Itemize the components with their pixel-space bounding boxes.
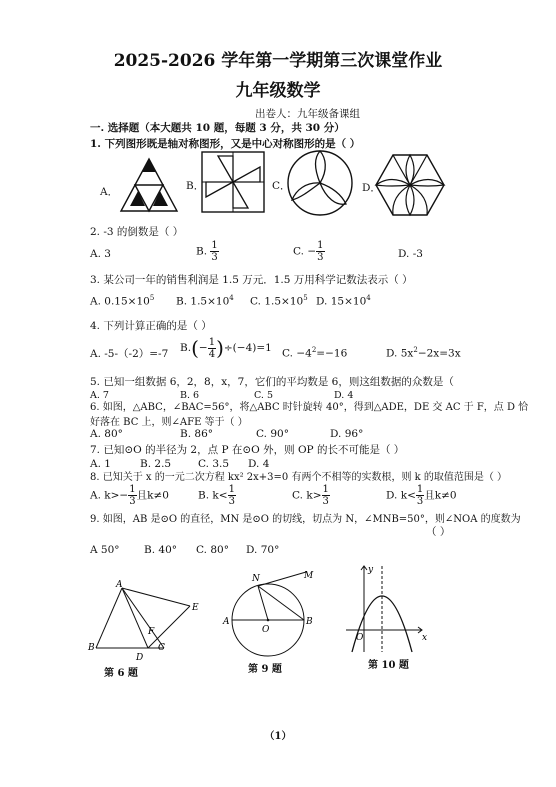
page-title: 2025-2026 学年第一学期第三次课堂作业 [113, 51, 443, 71]
q4-d-exp: 2 [413, 346, 418, 354]
q9-stem: 9. 如图，AB 是⊙O 的直径，MN 是⊙O 的切线，切点为 N，∠MNB=50°，则∠NOA 的度数为 [90, 514, 521, 525]
q8-c-den: 3 [322, 496, 329, 507]
q8-b-den: 3 [228, 496, 235, 507]
q1-stem: 1. 下列图形既是轴对称图形，又是中心对称图形的是（ ） [90, 138, 361, 150]
q4-c-exp: 2 [311, 346, 317, 354]
q8-d-num: 1 [416, 484, 424, 495]
q3-d-value: 15×10 [330, 295, 367, 308]
q5-option-a: A. 7 [90, 390, 109, 401]
q2-b-fraction [210, 240, 218, 263]
q3-stem: 3. 某公司一年的销售利润是 1.5 万元．1.5 万用科学记数法表示（ ） [90, 274, 413, 286]
q1-option-a-label: A． [100, 186, 119, 198]
q1-figure-a [118, 156, 180, 214]
q3-b-exp: 4 [229, 294, 234, 302]
figure-6 [86, 578, 204, 662]
q3-c-exp: 5 [303, 294, 308, 302]
q1-figure-d [374, 152, 446, 218]
q4-option-d [386, 346, 461, 360]
q2-c-prefix: C. [293, 245, 304, 258]
q8-a-den: 3 [129, 496, 136, 507]
fig9-label-o: O [262, 625, 270, 635]
q2-c-sign: − [307, 245, 317, 258]
fig10-label-x: x [422, 633, 428, 643]
q7-option-c: C. 3.5 [198, 458, 230, 470]
q8-option-a [90, 484, 169, 507]
fig6-label-d: D [136, 653, 144, 662]
q6-stem-line1: 6. 如图，△ABC，∠BAC=56°，将△ABC 时针旋转 40°，得到△ADE，DE 交 AC 于 F，点 D 恰 [90, 402, 529, 413]
q3-c-label: C. [250, 295, 261, 308]
q2-b-prefix: B. [196, 245, 208, 258]
figure-10-caption: 第 10 题 [368, 660, 409, 671]
q4-option-c [282, 346, 347, 360]
q6-option-c: C. 90° [256, 428, 289, 440]
q3-option-d [316, 294, 371, 308]
q1-figure-b [200, 150, 266, 214]
q9-option-c: C. 80° [196, 544, 229, 556]
q8-a-num: 1 [129, 484, 136, 495]
figure-10 [342, 560, 432, 656]
fig9-label-b: B [306, 617, 313, 627]
q4-c-value: −4 [296, 347, 312, 360]
q6-option-a: A. 80° [90, 428, 123, 440]
q2-c-den: 3 [317, 252, 324, 263]
q8-c-num: 1 [322, 484, 329, 495]
q9-option-b: B. 40° [144, 544, 178, 556]
figure-9 [222, 566, 322, 660]
q4-option-b [180, 336, 272, 360]
q2-option-b [196, 240, 219, 263]
q3-option-b [176, 294, 234, 308]
q9-option-d: D. 70° [246, 544, 280, 556]
fig9-label-n: N [252, 574, 260, 584]
figure-6-caption: 第 6 题 [104, 668, 138, 679]
q4-b-paren-open: ( [191, 336, 199, 360]
q7-option-d: D. 4 [248, 458, 270, 470]
fig6-label-a: A [116, 580, 123, 590]
q2-b-den: 3 [211, 252, 218, 263]
q5-stem: 5. 已知一组数据 6，2，8，x，7，它们的平均数是 6，则这组数据的众数是（ [90, 376, 454, 388]
q1-option-d-label: D． [362, 182, 381, 194]
q8-c-fraction [322, 484, 330, 507]
fig10-label-o: O [356, 633, 364, 643]
page-subtitle: 九年级数学 [235, 81, 321, 101]
q4-b-rest: ÷(−4)=1 [223, 342, 272, 354]
q3-d-exp: 4 [366, 294, 371, 302]
q8-b-fraction [228, 484, 236, 507]
fig6-label-e: E [192, 603, 199, 613]
q2-option-a: A. 3 [90, 248, 111, 260]
fig6-label-b: B [88, 643, 95, 653]
fig6-label-c: C [158, 643, 165, 653]
q8-a-rest: 且k≠0 [136, 489, 169, 502]
q2-stem: 2. -3 的倒数是（ ） [90, 226, 184, 238]
fig9-label-m: M [304, 571, 314, 581]
q6-option-d: D. 96° [330, 428, 364, 440]
q7-stem: 7. 已知⊙O 的半径为 2，点 P 在⊙O 外，则 OP 的长不可能是（ ） [90, 444, 405, 456]
q1-option-c-label: C． [272, 180, 291, 192]
q1-figure-c [284, 148, 356, 218]
q8-d-fraction [416, 484, 424, 507]
q4-b-fraction [208, 337, 216, 360]
section-heading: 一. 选择题（本大题共 10 题，每题 3 分，共 30 分） [90, 122, 345, 134]
q3-a-value: 0.15×10 [104, 295, 150, 308]
q3-b-value: 1.5×10 [190, 295, 230, 308]
q5-option-b: B. 6 [180, 390, 200, 401]
q2-b-num: 1 [211, 240, 218, 251]
page-number: （1） [264, 731, 292, 742]
q3-c-value: 1.5×10 [264, 295, 304, 308]
q3-a-label: A. [90, 295, 101, 308]
q4-d-rest: −2x=3x [417, 347, 461, 360]
q4-option-a: A. -5-（-2）=-7 [90, 348, 169, 360]
q2-c-fraction [316, 240, 324, 263]
q9-option-a: A 50° [90, 544, 120, 556]
fig9-label-a: A [223, 617, 230, 627]
q8-d-den: 3 [416, 496, 424, 507]
q4-d-value: 5x [400, 347, 414, 360]
q4-d-label: D. [386, 347, 398, 360]
q2-option-d: D. -3 [398, 248, 423, 260]
q1-option-b-label: B． [186, 180, 205, 192]
q8-stem: 8. 已知关于 x 的一元二次方程 kx² 2x+3=0 有两个不相等的实数根，则 k 的取值范围是（ ） [90, 472, 508, 483]
q9-answer-paren: （ ） [426, 526, 451, 538]
q8-d-prefix: D. k< [386, 489, 416, 502]
author-line: 出卷人：九年级备课组 [255, 108, 360, 120]
q2-option-c [293, 240, 325, 263]
q8-d-rest: 且k≠0 [424, 489, 457, 502]
q5-option-d: D. 4 [334, 390, 354, 401]
q3-a-exp: 5 [149, 294, 155, 302]
q4-stem: 4. 下列计算正确的是（ ） [90, 320, 212, 332]
q6-option-b: B. 86° [180, 428, 214, 440]
q3-b-label: B. [176, 295, 188, 308]
q4-b-sign: − [198, 342, 208, 354]
q2-c-num: 1 [317, 240, 324, 251]
q8-b-prefix: B. k< [198, 489, 228, 502]
fig6-label-f: F [148, 627, 155, 637]
q8-c-prefix: C. k> [292, 489, 322, 502]
q4-b-prefix: B. [180, 342, 192, 354]
q8-a-prefix: A. k>− [90, 489, 129, 502]
q4-c-rest: =−16 [316, 347, 348, 360]
q5-option-c: C. 5 [254, 390, 274, 401]
figure-9-caption: 第 9 题 [248, 664, 282, 675]
q8-option-b [198, 484, 236, 507]
q4-b-num: 1 [208, 336, 216, 348]
q8-b-num: 1 [228, 484, 235, 495]
q7-option-a: A. 1 [90, 458, 111, 470]
q7-option-b: B. 2.5 [140, 458, 172, 470]
fig10-label-y: y [368, 565, 374, 575]
q8-a-fraction [128, 484, 136, 507]
q8-option-c [292, 484, 330, 507]
q4-b-paren-close: ) [216, 336, 224, 360]
q3-option-a [90, 294, 154, 308]
q3-d-label: D. [316, 295, 328, 308]
q6-stem-line2: 好落在 BC 上，则∠AFE 等于（ ） [90, 417, 248, 428]
q8-option-d [386, 484, 457, 507]
q3-option-c [250, 294, 308, 308]
q4-c-label: C. [282, 347, 293, 360]
q4-b-den: 4 [208, 348, 216, 360]
